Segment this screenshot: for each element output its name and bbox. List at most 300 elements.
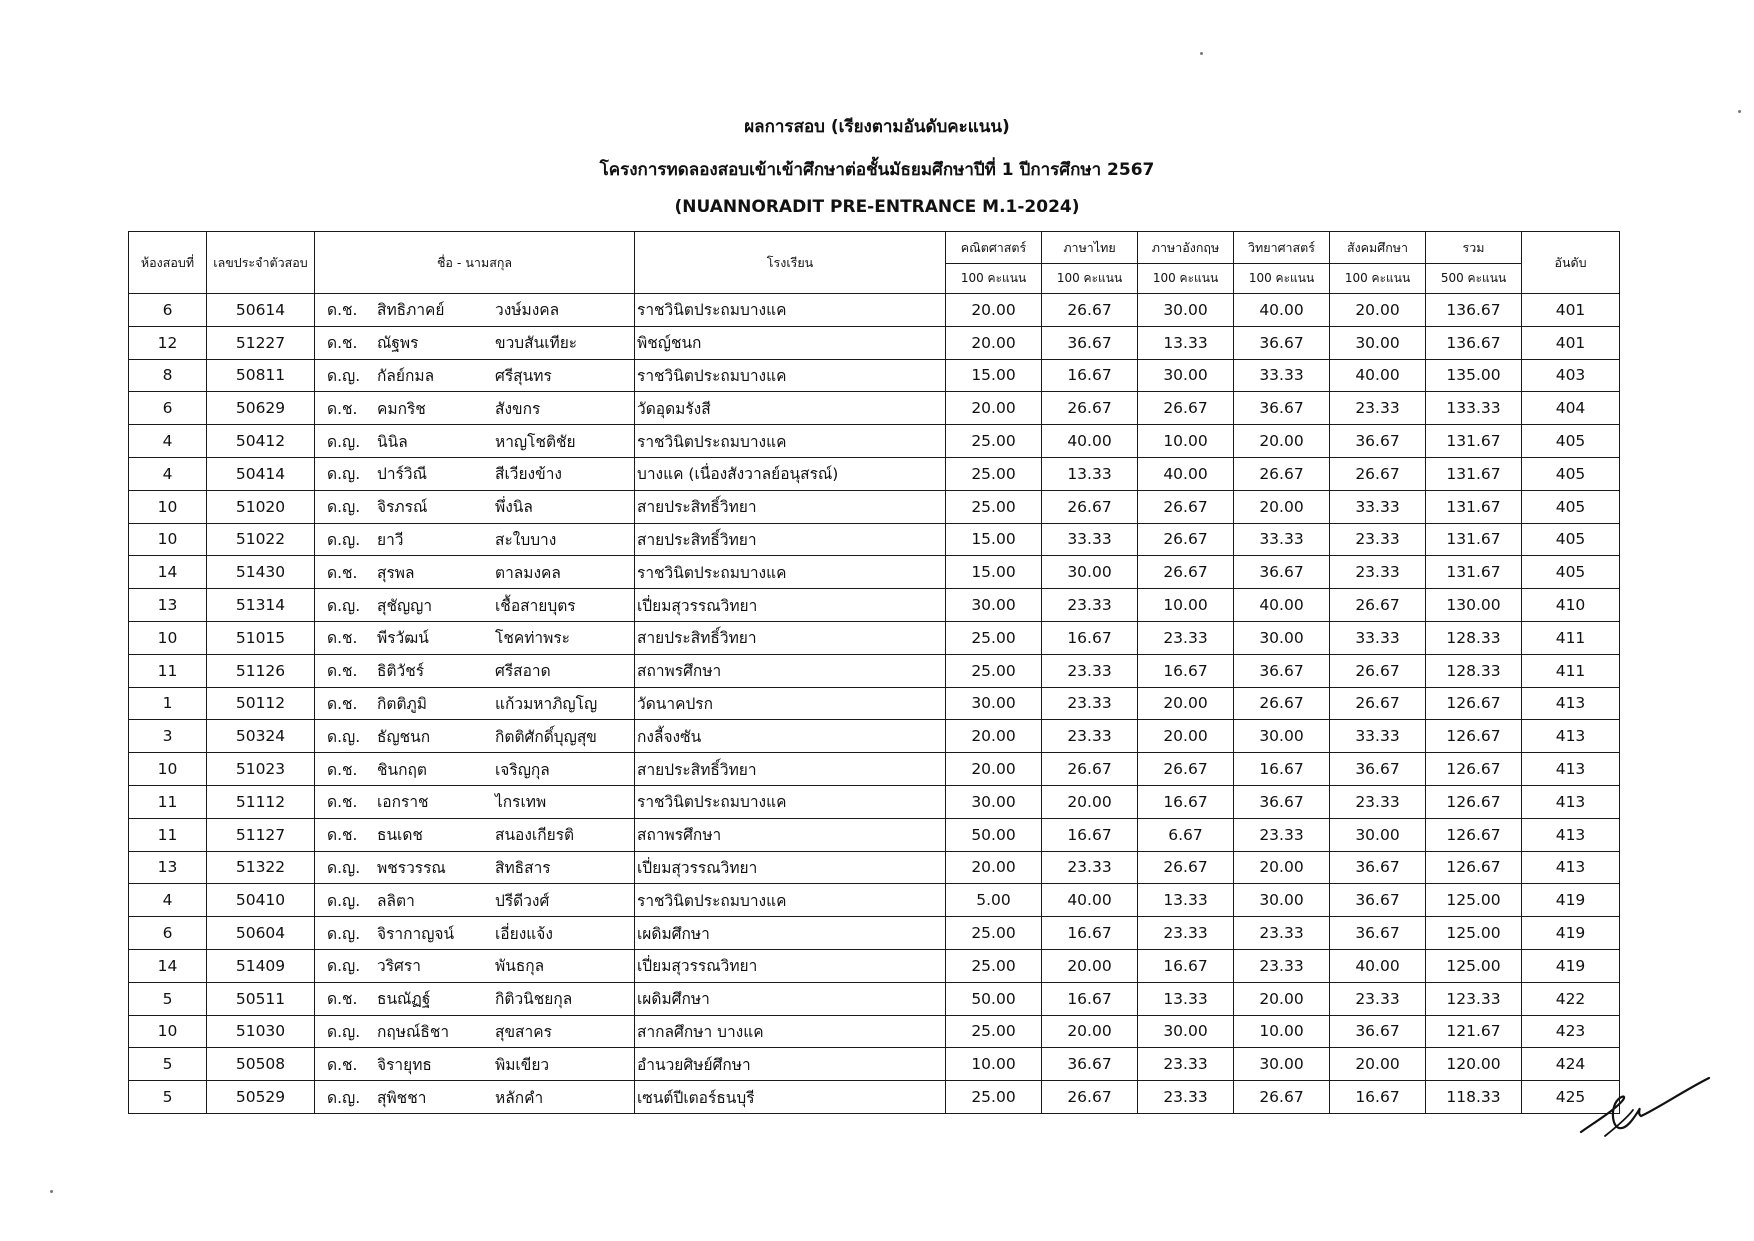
thai-score-cell: 13.33: [1042, 457, 1138, 490]
results-body: [129, 294, 1620, 1114]
social-score-cell: 36.67: [1330, 851, 1426, 884]
total-score-cell: 133.33: [1426, 392, 1522, 425]
school-cell: เปี่ยมสุวรรณวิทยา: [635, 851, 946, 884]
last-name: สิทธิสาร: [495, 858, 551, 877]
room-cell: 10: [129, 523, 207, 556]
math-score-cell: 20.00: [946, 851, 1042, 884]
header-room: ห้องสอบที่: [129, 232, 207, 294]
table-row: [129, 490, 1620, 523]
last-name: สังขกร: [495, 399, 541, 418]
science-score-cell: 23.33: [1234, 949, 1330, 982]
first-name: ธนเดช: [377, 826, 423, 845]
name-prefix: ด.ญ.: [327, 432, 361, 451]
name-prefix: ด.ญ.: [327, 465, 361, 484]
header-school: โรงเรียน: [635, 232, 946, 294]
header-social: สังคมศึกษา: [1330, 232, 1426, 264]
exam-id-cell: 51020: [207, 490, 315, 523]
rank-cell: 405: [1522, 556, 1620, 589]
school-cell: วัดอุดมรังสี: [635, 392, 946, 425]
school-cell: สายประสิทธิ์วิทยา: [635, 523, 946, 556]
rank-cell: 424: [1522, 1048, 1620, 1081]
rank-cell: 413: [1522, 687, 1620, 720]
first-name: วริศรา: [377, 957, 421, 976]
social-score-cell: 40.00: [1330, 359, 1426, 392]
last-name: เชื้อสายบุตร: [495, 596, 576, 615]
table-row: [129, 621, 1620, 654]
thai-score-cell: 20.00: [1042, 1015, 1138, 1048]
name-cell: [315, 818, 635, 851]
math-score-cell: 20.00: [946, 392, 1042, 425]
header-math-max: 100 คะแนน: [946, 264, 1042, 294]
room-cell: 6: [129, 392, 207, 425]
total-score-cell: 123.33: [1426, 982, 1522, 1015]
first-name: คมกริช: [377, 399, 426, 418]
thai-score-cell: 26.67: [1042, 1081, 1138, 1114]
social-score-cell: 23.33: [1330, 556, 1426, 589]
social-score-cell: 26.67: [1330, 654, 1426, 687]
name-prefix: ด.ญ.: [327, 858, 361, 877]
first-name: จิรภรณ์: [377, 498, 428, 517]
exam-id-cell: 51023: [207, 753, 315, 786]
table-row: [129, 884, 1620, 917]
english-score-cell: 26.67: [1138, 490, 1234, 523]
english-score-cell: 26.67: [1138, 392, 1234, 425]
table-row: [129, 949, 1620, 982]
math-score-cell: 50.00: [946, 818, 1042, 851]
math-score-cell: 25.00: [946, 1081, 1042, 1114]
first-name: พชรวรรณ: [377, 858, 446, 877]
total-score-cell: 131.67: [1426, 556, 1522, 589]
last-name: กิติวนิชยกุล: [495, 990, 573, 1009]
name-cell: [315, 490, 635, 523]
total-score-cell: 131.67: [1426, 523, 1522, 556]
table-row: [129, 359, 1620, 392]
math-score-cell: 25.00: [946, 949, 1042, 982]
exam-id-cell: 51127: [207, 818, 315, 851]
name-prefix: ด.ช.: [327, 563, 358, 582]
room-cell: 13: [129, 851, 207, 884]
social-score-cell: 36.67: [1330, 425, 1426, 458]
exam-id-cell: 50414: [207, 457, 315, 490]
science-score-cell: 40.00: [1234, 589, 1330, 622]
name-prefix: ด.ญ.: [327, 530, 361, 549]
name-cell: [315, 753, 635, 786]
table-row: [129, 720, 1620, 753]
total-score-cell: 131.67: [1426, 425, 1522, 458]
name-cell: [315, 785, 635, 818]
name-prefix: ด.ช.: [327, 334, 358, 353]
last-name: พันธกุล: [495, 957, 545, 976]
name-prefix: ด.ญ.: [327, 596, 361, 615]
room-cell: 13: [129, 589, 207, 622]
results-table: [128, 231, 1620, 1114]
total-score-cell: 121.67: [1426, 1015, 1522, 1048]
first-name: กิตติภูมิ: [377, 694, 427, 713]
social-score-cell: 36.67: [1330, 1015, 1426, 1048]
science-score-cell: 30.00: [1234, 1048, 1330, 1081]
rank-cell: 422: [1522, 982, 1620, 1015]
science-score-cell: 36.67: [1234, 392, 1330, 425]
table-row: [129, 654, 1620, 687]
first-name: ยาวี: [377, 530, 404, 549]
rank-cell: 401: [1522, 294, 1620, 327]
last-name: พิมเขียว: [495, 1055, 550, 1074]
school-cell: ราชวินิตประถมบางแค: [635, 884, 946, 917]
science-score-cell: 33.33: [1234, 523, 1330, 556]
science-score-cell: 30.00: [1234, 884, 1330, 917]
exam-id-cell: 51022: [207, 523, 315, 556]
name-cell: [315, 556, 635, 589]
school-cell: สายประสิทธิ์วิทยา: [635, 490, 946, 523]
rank-cell: 413: [1522, 818, 1620, 851]
table-row: [129, 457, 1620, 490]
table-row: [129, 392, 1620, 425]
thai-score-cell: 16.67: [1042, 621, 1138, 654]
total-score-cell: 125.00: [1426, 949, 1522, 982]
social-score-cell: 33.33: [1330, 490, 1426, 523]
school-cell: สายประสิทธิ์วิทยา: [635, 621, 946, 654]
math-score-cell: 20.00: [946, 326, 1042, 359]
english-score-cell: 26.67: [1138, 851, 1234, 884]
last-name: หลักคำ: [495, 1088, 544, 1107]
science-score-cell: 16.67: [1234, 753, 1330, 786]
header-name: ชื่อ - นามสกุล: [315, 232, 635, 294]
math-score-cell: 15.00: [946, 556, 1042, 589]
rank-cell: 405: [1522, 425, 1620, 458]
exam-id-cell: 51126: [207, 654, 315, 687]
exam-id-cell: 50412: [207, 425, 315, 458]
room-cell: 10: [129, 1015, 207, 1048]
table-row: [129, 785, 1620, 818]
english-score-cell: 16.67: [1138, 654, 1234, 687]
exam-id-cell: 50410: [207, 884, 315, 917]
table-row: [129, 917, 1620, 950]
table-row: [129, 818, 1620, 851]
english-score-cell: 16.67: [1138, 785, 1234, 818]
thai-score-cell: 40.00: [1042, 884, 1138, 917]
social-score-cell: 23.33: [1330, 785, 1426, 818]
social-score-cell: 36.67: [1330, 917, 1426, 950]
total-score-cell: 126.67: [1426, 753, 1522, 786]
thai-score-cell: 40.00: [1042, 425, 1138, 458]
social-score-cell: 23.33: [1330, 523, 1426, 556]
first-name: สุพิชชา: [377, 1088, 427, 1107]
thai-score-cell: 26.67: [1042, 753, 1138, 786]
last-name: กิตติศักดิ์บุญสุข: [495, 727, 597, 746]
total-score-cell: 118.33: [1426, 1081, 1522, 1114]
rank-cell: 423: [1522, 1015, 1620, 1048]
name-cell: [315, 949, 635, 982]
english-score-cell: 23.33: [1138, 621, 1234, 654]
name-cell: [315, 687, 635, 720]
school-cell: วัดนาคปรก: [635, 687, 946, 720]
room-cell: 5: [129, 982, 207, 1015]
science-score-cell: 26.67: [1234, 1081, 1330, 1114]
rank-cell: 403: [1522, 359, 1620, 392]
name-prefix: ด.ญ.: [327, 891, 361, 910]
science-score-cell: 20.00: [1234, 490, 1330, 523]
rank-cell: 425: [1522, 1081, 1620, 1114]
table-row: [129, 294, 1620, 327]
room-cell: 11: [129, 654, 207, 687]
math-score-cell: 15.00: [946, 359, 1042, 392]
total-score-cell: 136.67: [1426, 326, 1522, 359]
science-score-cell: 26.67: [1234, 687, 1330, 720]
thai-score-cell: 23.33: [1042, 720, 1138, 753]
header-exam-id: เลขประจำตัวสอบ: [207, 232, 315, 294]
english-score-cell: 23.33: [1138, 1048, 1234, 1081]
total-score-cell: 128.33: [1426, 621, 1522, 654]
first-name: พีรวัฒน์: [377, 629, 429, 648]
table-row: [129, 1015, 1620, 1048]
last-name: เจริญกุล: [495, 760, 550, 779]
school-cell: บางแค (เนื่องสังวาลย์อนุสรณ์): [635, 457, 946, 490]
header-science: วิทยาศาสตร์: [1234, 232, 1330, 264]
math-score-cell: 25.00: [946, 457, 1042, 490]
english-score-cell: 26.67: [1138, 753, 1234, 786]
thai-score-cell: 26.67: [1042, 392, 1138, 425]
table-row: [129, 523, 1620, 556]
school-cell: สายประสิทธิ์วิทยา: [635, 753, 946, 786]
page-title: ผลการสอบ (เรียงตามอันดับคะแนน): [744, 117, 1010, 137]
first-name: ธนณัฏฐ์: [377, 990, 431, 1009]
math-score-cell: 25.00: [946, 1015, 1042, 1048]
school-cell: เปี่ยมสุวรรณวิทยา: [635, 949, 946, 982]
exam-id-cell: 50112: [207, 687, 315, 720]
science-score-cell: 20.00: [1234, 982, 1330, 1015]
name-prefix: ด.ช.: [327, 629, 358, 648]
first-name: ชินกฤต: [377, 760, 427, 779]
social-score-cell: 36.67: [1330, 884, 1426, 917]
name-cell: [315, 1081, 635, 1114]
project-name: (NUANNORADIT PRE-ENTRANCE M.1-2024): [674, 197, 1080, 217]
science-score-cell: 23.33: [1234, 818, 1330, 851]
total-score-cell: 126.67: [1426, 720, 1522, 753]
science-score-cell: 36.67: [1234, 556, 1330, 589]
thai-score-cell: 23.33: [1042, 589, 1138, 622]
thai-score-cell: 26.67: [1042, 490, 1138, 523]
thai-score-cell: 23.33: [1042, 687, 1138, 720]
school-cell: เผดิมศึกษา: [635, 982, 946, 1015]
first-name: นินิล: [377, 432, 408, 451]
thai-score-cell: 16.67: [1042, 818, 1138, 851]
name-prefix: ด.ญ.: [327, 924, 361, 943]
english-score-cell: 10.00: [1138, 425, 1234, 458]
english-score-cell: 10.00: [1138, 589, 1234, 622]
name-prefix: ด.ช.: [327, 399, 358, 418]
room-cell: 5: [129, 1081, 207, 1114]
science-score-cell: 36.67: [1234, 326, 1330, 359]
social-score-cell: 26.67: [1330, 589, 1426, 622]
exam-id-cell: 50508: [207, 1048, 315, 1081]
math-score-cell: 25.00: [946, 917, 1042, 950]
signature-mark: [1575, 1070, 1725, 1140]
first-name: จิรากาญจน์: [377, 924, 455, 943]
total-score-cell: 130.00: [1426, 589, 1522, 622]
rank-cell: 413: [1522, 851, 1620, 884]
social-score-cell: 23.33: [1330, 392, 1426, 425]
room-cell: 11: [129, 818, 207, 851]
math-score-cell: 25.00: [946, 654, 1042, 687]
total-score-cell: 126.67: [1426, 818, 1522, 851]
name-cell: [315, 917, 635, 950]
thai-score-cell: 30.00: [1042, 556, 1138, 589]
exam-id-cell: 51030: [207, 1015, 315, 1048]
room-cell: 4: [129, 884, 207, 917]
name-cell: [315, 294, 635, 327]
room-cell: 1: [129, 687, 207, 720]
rank-cell: 419: [1522, 884, 1620, 917]
social-score-cell: 26.67: [1330, 457, 1426, 490]
social-score-cell: 33.33: [1330, 720, 1426, 753]
table-row: [129, 326, 1620, 359]
table-row: [129, 1081, 1620, 1114]
english-score-cell: 13.33: [1138, 326, 1234, 359]
english-score-cell: 23.33: [1138, 917, 1234, 950]
last-name: ตาลมงคล: [495, 563, 561, 582]
social-score-cell: 36.67: [1330, 753, 1426, 786]
rank-cell: 405: [1522, 457, 1620, 490]
school-cell: กงลี้จงซัน: [635, 720, 946, 753]
english-score-cell: 16.67: [1138, 949, 1234, 982]
first-name: เอกราช: [377, 793, 429, 812]
social-score-cell: 40.00: [1330, 949, 1426, 982]
english-score-cell: 26.67: [1138, 556, 1234, 589]
english-score-cell: 40.00: [1138, 457, 1234, 490]
table-row: [129, 982, 1620, 1015]
math-score-cell: 20.00: [946, 753, 1042, 786]
math-score-cell: 25.00: [946, 621, 1042, 654]
school-cell: สถาพรศึกษา: [635, 654, 946, 687]
math-score-cell: 20.00: [946, 720, 1042, 753]
room-cell: 14: [129, 949, 207, 982]
name-prefix: ด.ช.: [327, 990, 358, 1009]
name-cell: [315, 720, 635, 753]
social-score-cell: 16.67: [1330, 1081, 1426, 1114]
last-name: ขวบสันเทียะ: [495, 334, 578, 353]
total-score-cell: 126.67: [1426, 851, 1522, 884]
exam-id-cell: 51430: [207, 556, 315, 589]
rank-cell: 404: [1522, 392, 1620, 425]
first-name: ธิติวัชร์: [377, 662, 425, 681]
science-score-cell: 40.00: [1234, 294, 1330, 327]
english-score-cell: 6.67: [1138, 818, 1234, 851]
name-cell: [315, 1048, 635, 1081]
rank-cell: 405: [1522, 490, 1620, 523]
exam-id-cell: 50629: [207, 392, 315, 425]
total-score-cell: 131.67: [1426, 457, 1522, 490]
room-cell: 10: [129, 753, 207, 786]
school-cell: เซนต์ปีเตอร์ธนบุรี: [635, 1081, 946, 1114]
total-score-cell: 136.67: [1426, 294, 1522, 327]
table-row: [129, 753, 1620, 786]
last-name: โชคท่าพระ: [495, 629, 571, 648]
school-cell: ราชวินิตประถมบางแค: [635, 359, 946, 392]
school-cell: พิชญ์ชนก: [635, 326, 946, 359]
name-cell: [315, 425, 635, 458]
school-cell: เปี่ยมสุวรรณวิทยา: [635, 589, 946, 622]
first-name: กฤษณ์ธิชา: [377, 1022, 450, 1041]
room-cell: 6: [129, 917, 207, 950]
thai-score-cell: 23.33: [1042, 654, 1138, 687]
math-score-cell: 30.00: [946, 687, 1042, 720]
header-total: รวม: [1426, 232, 1522, 264]
header-thai: ภาษาไทย: [1042, 232, 1138, 264]
table-row: [129, 851, 1620, 884]
social-score-cell: 30.00: [1330, 818, 1426, 851]
last-name: เอี่ยงแจ้ง: [495, 924, 553, 943]
social-score-cell: 26.67: [1330, 687, 1426, 720]
school-cell: ราชวินิตประถมบางแค: [635, 294, 946, 327]
social-score-cell: 30.00: [1330, 326, 1426, 359]
name-prefix: ด.ญ.: [327, 366, 361, 385]
table-row: [129, 589, 1620, 622]
name-cell: [315, 523, 635, 556]
math-score-cell: 15.00: [946, 523, 1042, 556]
name-prefix: ด.ญ.: [327, 957, 361, 976]
name-cell: [315, 392, 635, 425]
english-score-cell: 26.67: [1138, 523, 1234, 556]
thai-score-cell: 26.67: [1042, 294, 1138, 327]
school-cell: สากลศึกษา บางแค: [635, 1015, 946, 1048]
math-score-cell: 10.00: [946, 1048, 1042, 1081]
english-score-cell: 30.00: [1138, 294, 1234, 327]
name-prefix: ด.ช.: [327, 826, 358, 845]
school-cell: ราชวินิตประถมบางแค: [635, 425, 946, 458]
room-cell: 14: [129, 556, 207, 589]
last-name: พึ่งนิล: [495, 498, 533, 517]
name-cell: [315, 359, 635, 392]
last-name: ศรีสอาด: [495, 662, 551, 681]
thai-score-cell: 23.33: [1042, 851, 1138, 884]
thai-score-cell: 16.67: [1042, 917, 1138, 950]
science-score-cell: 26.67: [1234, 457, 1330, 490]
math-score-cell: 5.00: [946, 884, 1042, 917]
last-name: วงษ์มงคล: [495, 301, 560, 320]
room-cell: 4: [129, 457, 207, 490]
exam-id-cell: 51322: [207, 851, 315, 884]
table-row: [129, 425, 1620, 458]
rank-cell: 405: [1522, 523, 1620, 556]
thai-score-cell: 20.00: [1042, 949, 1138, 982]
name-prefix: ด.ญ.: [327, 727, 361, 746]
name-prefix: ด.ช.: [327, 1055, 358, 1074]
room-cell: 10: [129, 621, 207, 654]
name-prefix: ด.ช.: [327, 793, 358, 812]
name-prefix: ด.ญ.: [327, 498, 361, 517]
name-prefix: ด.ช.: [327, 662, 358, 681]
room-cell: 6: [129, 294, 207, 327]
science-score-cell: 30.00: [1234, 720, 1330, 753]
social-score-cell: 23.33: [1330, 982, 1426, 1015]
total-score-cell: 126.67: [1426, 785, 1522, 818]
name-cell: [315, 621, 635, 654]
english-score-cell: 13.33: [1138, 982, 1234, 1015]
english-score-cell: 30.00: [1138, 359, 1234, 392]
room-cell: 10: [129, 490, 207, 523]
exam-id-cell: 50511: [207, 982, 315, 1015]
first-name: สุรพล: [377, 563, 415, 582]
school-cell: ราชวินิตประถมบางแค: [635, 785, 946, 818]
name-prefix: ด.ช.: [327, 760, 358, 779]
header-total-max: 500 คะแนน: [1426, 264, 1522, 294]
english-score-cell: 13.33: [1138, 884, 1234, 917]
science-score-cell: 10.00: [1234, 1015, 1330, 1048]
name-cell: [315, 1015, 635, 1048]
thai-score-cell: 36.67: [1042, 1048, 1138, 1081]
header-math: คณิตศาสตร์: [946, 232, 1042, 264]
exam-id-cell: 51314: [207, 589, 315, 622]
